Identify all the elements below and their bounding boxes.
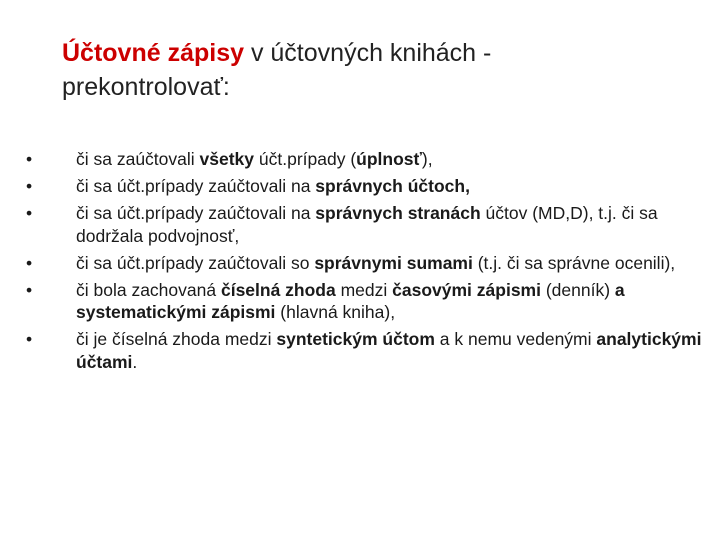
- slide-title-rest: v účtovných knihách - prekontrolovať:: [62, 39, 492, 101]
- bullet-text: či je číselná zhoda medzi: [76, 329, 277, 349]
- bullet-text-bold: analytickými účtami: [76, 329, 702, 372]
- bullet-text: či bola zachovaná: [76, 279, 221, 300]
- bullet-text: medzi: [335, 279, 393, 300]
- bullet-text: účtov (MD,D), t.j. či sa dodržala podvojnosť,: [76, 203, 658, 246]
- bullet-text-bold: časovými zápismi: [392, 279, 541, 300]
- bullet-item: [26, 328, 706, 373]
- bullet-text-bold: správnych účtoch,: [315, 176, 470, 196]
- bullet-text-bold: úplnosť: [356, 149, 422, 169]
- bullet-text: účt.prípady (: [254, 149, 357, 169]
- slide-title-accent: Účtovné zápisy: [62, 39, 245, 67]
- slide-title: [62, 36, 622, 104]
- bullet-text: (hlavná kniha),: [275, 302, 396, 322]
- bullet-text-bold: správnymi sumami: [314, 252, 473, 273]
- bullet-text: či sa účt.prípady zaúčtovali so: [76, 252, 315, 273]
- bullet-text-bold: správnych stranách: [315, 203, 481, 223]
- bullet-text-bold: syntetickým účtom: [276, 329, 435, 349]
- bullet-text-bold: a systematickými zápismi: [76, 279, 625, 322]
- bullet-text-bold: číselná zhoda: [220, 279, 336, 300]
- bullet-item: [26, 252, 706, 275]
- bullet-dot: •: [26, 203, 33, 223]
- bullet-text: .: [132, 351, 138, 372]
- bullet-item: [26, 279, 706, 324]
- bullet-dot: •: [26, 279, 33, 300]
- bullet-text: ),: [421, 149, 433, 169]
- bullet-text: či sa účt.prípady zaúčtovali na: [76, 203, 316, 223]
- bullet-item: [26, 202, 706, 247]
- bullet-dot: •: [26, 252, 33, 273]
- bullet-text: či sa účt.prípady zaúčtovali na: [76, 176, 316, 196]
- bullet-text: či sa zaúčtovali: [76, 149, 200, 169]
- bullet-dot: •: [26, 149, 33, 169]
- bullet-text-bold: všetky: [199, 149, 255, 169]
- bullet-text: (t.j. či sa správne ocenili),: [472, 252, 676, 273]
- bullet-dot: •: [26, 176, 33, 196]
- bullet-list: [26, 148, 706, 378]
- bullet-text: a k nemu vedenými: [434, 329, 597, 349]
- bullet-text: (denník): [540, 279, 615, 300]
- bullet-item: [26, 175, 706, 198]
- bullet-item: [26, 148, 706, 171]
- bullet-dot: •: [26, 329, 33, 349]
